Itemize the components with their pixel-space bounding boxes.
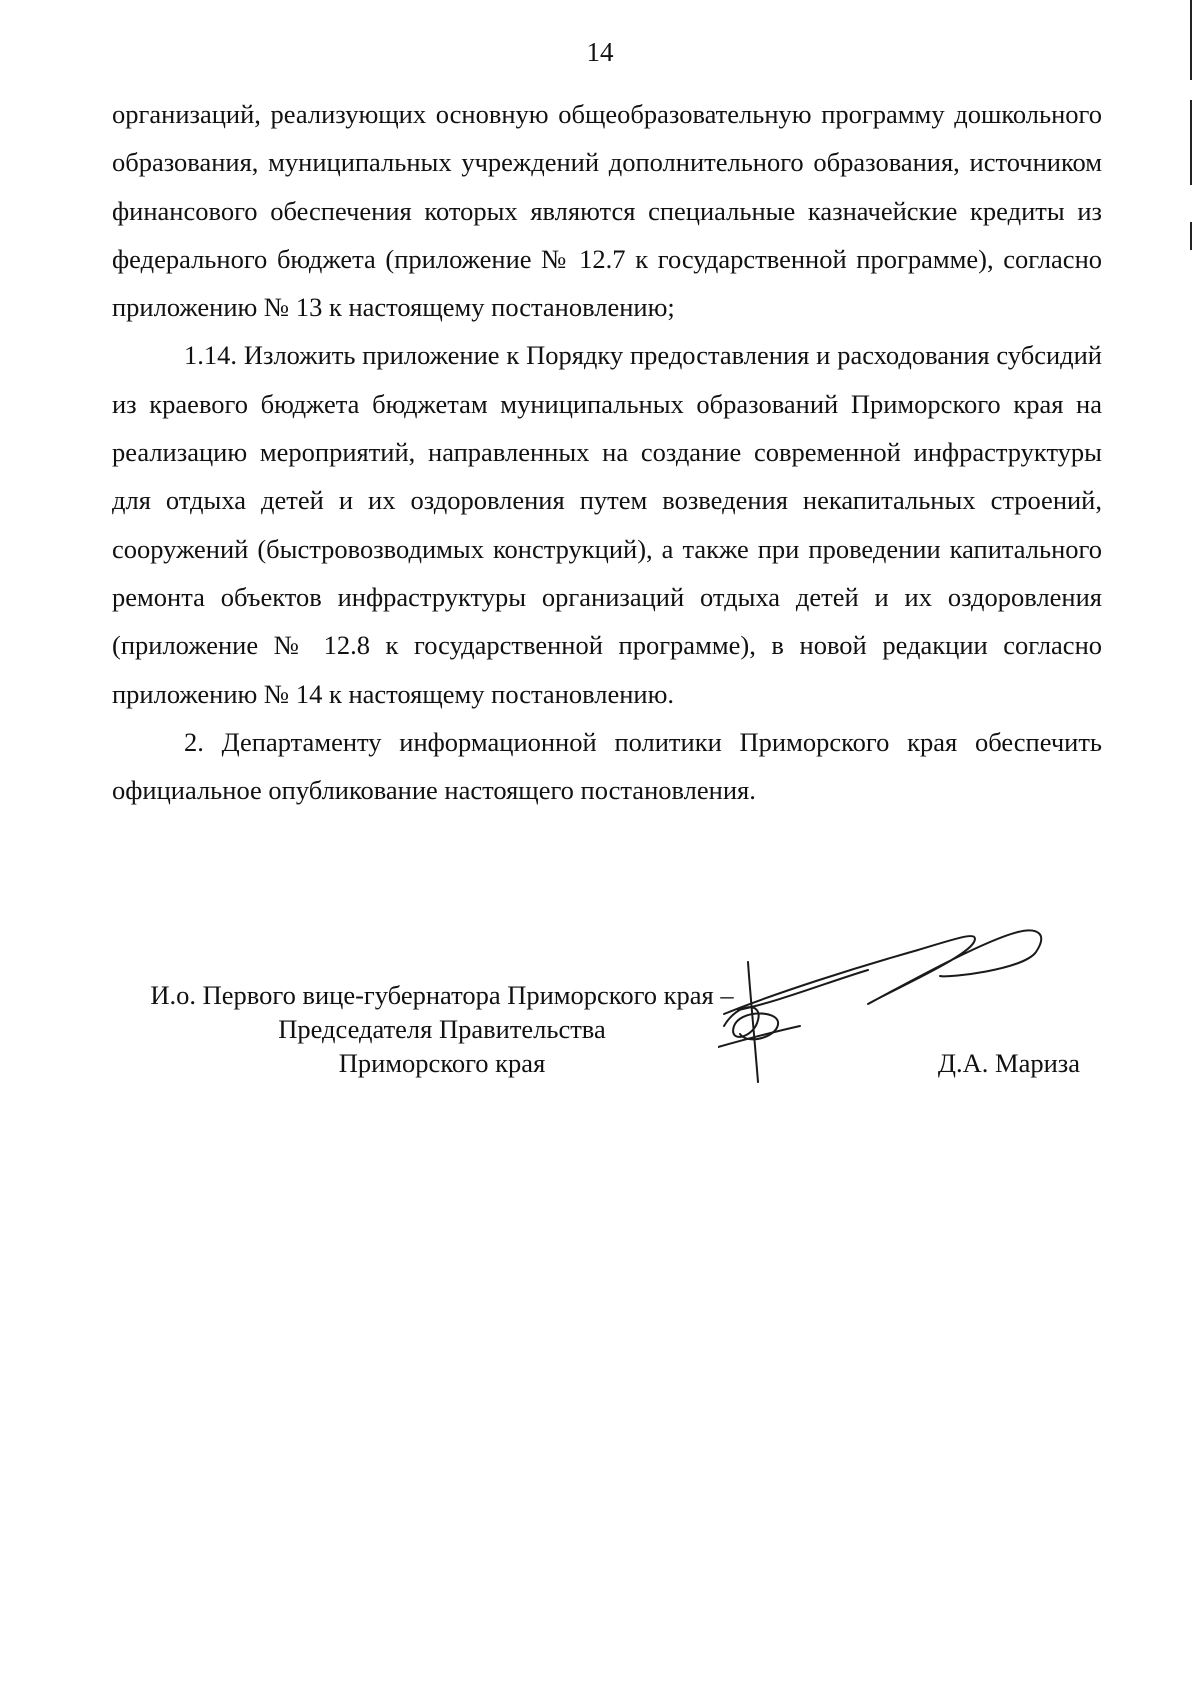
paragraph-continuation: организаций, реализующих основную общеобразовательную программу дошкольного образования, муниципальных учреждений дополнительного образования, источником финансового обеспечения которых являются специальные казначейские кредиты из федерального бюджета (приложение № 12.7 к государственной программе), согласно приложению № 13 к настоящему постановлению;: [112, 99, 1102, 323]
signature-block: [112, 978, 1102, 1088]
paragraph-2: 2. Департаменту информационной политики Приморского края обеспечить официальное опубликование настоящего постановления.: [112, 726, 1102, 806]
signatory-title-line-3: Приморского края: [338, 1048, 546, 1078]
scan-edge-mark: [1190, 0, 1192, 80]
page-number: 14: [586, 37, 614, 67]
paragraph-1-14: 1.14. Изложить приложение к Порядку предоставления и расходования субсидий из краевого бюджета бюджетам муниципальных образований Приморского края на реализацию мероприятий, направленных на создание современной инфраструктуры для отдыха детей и их оздоровления путем возведения некапитальных строений, сооружений (быстровозводимых конструкций), а также при проведении капитального ремонта объектов инфраструктуры организаций отдыха детей и их оздоровления (приложение № 12.8 к государственной программе), в новой редакции согласно приложению № 14 к настоящему постановлению.: [112, 340, 1102, 709]
signatory-title-line-2: Председателя Правительства: [278, 1014, 606, 1044]
document-body: [112, 90, 1102, 814]
scan-edge-mark: [1190, 100, 1192, 185]
scan-edge-mark: [1190, 222, 1192, 250]
signatory-title-line-1: И.о. Первого вице-губернатора Приморского края –: [150, 980, 734, 1010]
signatory-name: Д.А. Мариза: [937, 1048, 1080, 1078]
signatory-title: [112, 978, 772, 1080]
